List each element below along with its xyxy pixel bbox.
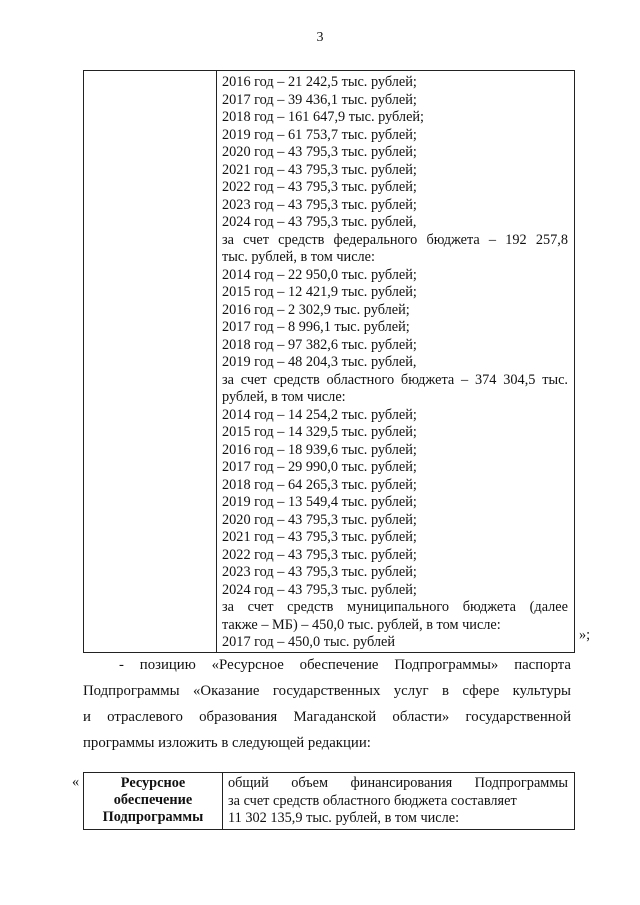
paragraph-line: Подпрограммы «Оказание государственных услуг в сфере культуры <box>83 683 571 699</box>
funding-line: 2018 год – 64 265,3 тыс. рублей; <box>222 476 417 493</box>
label-line: Подпрограммы <box>102 809 204 825</box>
funding-line: 2018 год – 161 647,9 тыс. рублей; <box>222 109 425 125</box>
value-line: 11 302 135,9 тыс. рублей, в том числе: <box>228 810 460 826</box>
funding-heading-line: за счет средств областного бюджета – 374 304,5 тыс. <box>222 371 568 388</box>
funding-details-cell <box>217 71 575 653</box>
resource-provision-label <box>84 773 223 830</box>
page-number: 3 <box>316 30 324 45</box>
funding-line: 2020 год – 43 795,3 тыс. рублей; <box>222 511 417 528</box>
paragraph-line: - позицию «Ресурсное обеспечение Подпрограммы» паспорта <box>119 657 571 673</box>
funding-line: рублей, в том числе: <box>222 389 346 405</box>
funding-line: 2021 год – 43 795,3 тыс. рублей; <box>222 161 417 178</box>
paragraph-line: и отраслевого образования Магаданской области» государственной <box>83 709 571 725</box>
funding-line: также – МБ) – 450,0 тыс. рублей, в том числе: <box>222 616 501 633</box>
funding-line: 2017 год – 8 996,1 тыс. рублей; <box>222 319 410 335</box>
funding-line: 2014 год – 14 254,2 тыс. рублей; <box>222 406 417 423</box>
resource-provision-table <box>83 772 575 830</box>
amendment-paragraph <box>83 652 571 756</box>
empty-label-cell <box>84 71 217 653</box>
opening-quote: « <box>72 774 80 790</box>
value-line: общий объем финансирования Подпрограммы <box>228 775 568 791</box>
funding-line: 2023 год – 43 795,3 тыс. рублей; <box>222 564 417 580</box>
value-line: за счет средств областного бюджета составляет <box>228 792 517 809</box>
funding-line: 2024 год – 43 795,3 тыс. рублей, <box>222 214 417 230</box>
label-line: обеспечение <box>113 792 193 808</box>
funding-heading-line: за счет средств муниципального бюджета (далее <box>222 599 568 615</box>
funding-line: 2016 год – 18 939,6 тыс. рублей; <box>222 441 417 458</box>
funding-line: 2015 год – 12 421,9 тыс. рублей; <box>222 284 417 300</box>
funding-line: 2015 год – 14 329,5 тыс. рублей; <box>222 424 417 440</box>
funding-line: 2016 год – 2 302,9 тыс. рублей; <box>222 301 410 318</box>
funding-line: 2019 год – 48 204,3 тыс. рублей, <box>222 354 417 370</box>
funding-line: 2020 год – 43 795,3 тыс. рублей; <box>222 144 417 160</box>
funding-line: 2021 год – 43 795,3 тыс. рублей; <box>222 529 417 545</box>
funding-heading-line: за счет средств федерального бюджета – 192 257,8 <box>222 231 568 248</box>
funding-line: 2014 год – 22 950,0 тыс. рублей; <box>222 266 417 283</box>
paragraph-line: программы изложить в следующей редакции: <box>83 735 371 751</box>
funding-line: 2022 год – 43 795,3 тыс. рублей; <box>222 179 417 195</box>
closing-quote: »; <box>579 627 591 643</box>
resource-provision-value <box>223 773 575 830</box>
funding-line: тыс. рублей, в том числе: <box>222 249 375 265</box>
funding-line: 2017 год – 29 990,0 тыс. рублей; <box>222 459 417 475</box>
funding-line: 2019 год – 61 753,7 тыс. рублей; <box>222 126 417 143</box>
funding-table-continued <box>83 70 575 653</box>
funding-line: 2022 год – 43 795,3 тыс. рублей; <box>222 546 417 563</box>
funding-line: 2019 год – 13 549,4 тыс. рублей; <box>222 494 417 510</box>
funding-line: 2017 год – 39 436,1 тыс. рублей; <box>222 91 417 108</box>
label-line: Ресурсное <box>120 775 186 791</box>
funding-line: 2016 год – 21 242,5 тыс. рублей; <box>222 74 417 90</box>
funding-line: 2024 год – 43 795,3 тыс. рублей; <box>222 581 417 598</box>
funding-line: 2023 год – 43 795,3 тыс. рублей; <box>222 196 417 213</box>
funding-line: 2018 год – 97 382,6 тыс. рублей; <box>222 336 417 353</box>
funding-line: 2017 год – 450,0 тыс. рублей <box>222 634 396 650</box>
